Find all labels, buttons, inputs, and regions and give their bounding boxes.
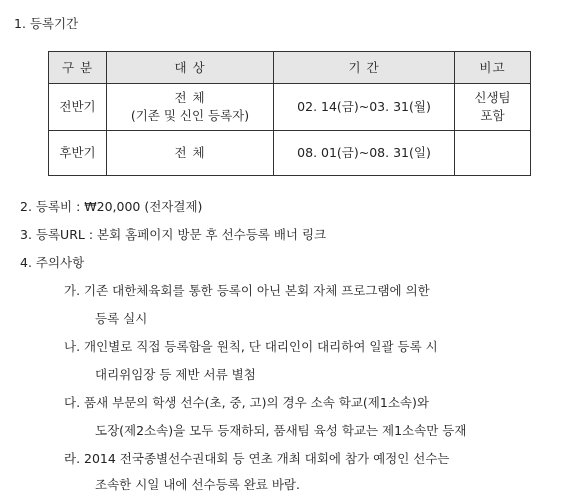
table-row <box>49 131 531 176</box>
period-heading: 1. 등록기간 <box>14 16 79 31</box>
row-target-line2: (기존 및 신인 등록자) <box>130 108 250 123</box>
row-period: 02. 14(금)~03. 31(월) <box>274 84 455 131</box>
note-line: 다. 품새 부문의 학생 선수(초, 중, 고)의 경우 소속 학교(제1소속)와 <box>64 395 429 410</box>
row-category: 전반기 <box>49 84 107 131</box>
note-line: 라. 2014 전국종별선수권대회 등 연초 개최 대회에 참가 예정인 선수는 <box>64 451 450 466</box>
header-period: 기 간 <box>274 52 455 84</box>
note-line: 나. 개인별로 직접 등록함을 원칙, 단 대리인이 대리하여 일괄 등록 시 <box>64 339 438 354</box>
row-target <box>107 84 274 131</box>
table-header-row <box>49 52 531 84</box>
note-line: 조속한 시일 내에 선수등록 완료 바람. <box>95 477 300 492</box>
header-note: 비고 <box>455 52 531 84</box>
note-line: 가. 기존 대한체육회를 통한 등록이 아닌 본회 자체 프로그램에 의한 <box>64 283 430 298</box>
table-row <box>49 84 531 131</box>
fee-line: 2. 등록비 : ₩20,000 (전자결제) <box>20 199 203 214</box>
row-note-line2: 포함 <box>480 108 505 123</box>
note-line: 도장(제2소속)을 모두 등재하되, 품새팀 육성 학교는 제1소속만 등재 <box>95 423 467 438</box>
header-category: 구 분 <box>49 52 107 84</box>
header-target: 대 상 <box>107 52 274 84</box>
note-line: 등록 실시 <box>95 311 148 326</box>
url-line: 3. 등록URL : 본회 홈페이지 방문 후 선수등록 배너 링크 <box>20 227 327 242</box>
row-period: 08. 01(금)~08. 31(일) <box>274 131 455 176</box>
registration-period-table <box>48 51 531 176</box>
note-line: 대리위임장 등 제반 서류 별첨 <box>95 367 256 382</box>
row-target <box>107 131 274 176</box>
row-note <box>455 131 531 176</box>
row-category: 후반기 <box>49 131 107 176</box>
row-target-line1: 전 체 <box>174 145 206 160</box>
notes-heading: 4. 주의사항 <box>20 255 85 270</box>
row-target-line1: 전 체 <box>174 90 206 105</box>
row-note <box>455 84 531 131</box>
row-note-line1: 신생팀 <box>474 90 511 105</box>
